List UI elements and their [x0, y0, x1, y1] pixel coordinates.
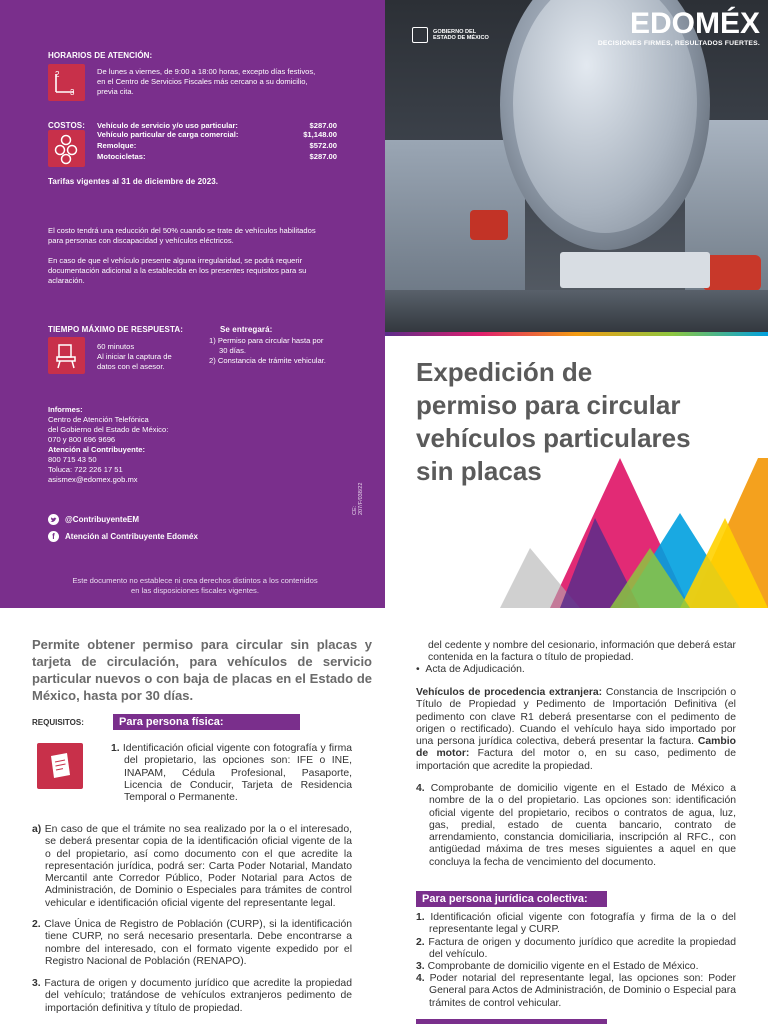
disclaimer [40, 576, 350, 596]
moral-requisito-1 [416, 912, 736, 937]
requisito-a [32, 824, 352, 910]
cost-row [97, 152, 337, 161]
title-line: permiso para circular [416, 390, 681, 420]
gobierno-line: ESTADO DE MÉXICO [433, 35, 489, 41]
note-line: para personas con discapacidad y vehículos eléctricos. [48, 236, 234, 245]
item-text: Clave Única de Registro de Población (CURP), si la identificación tiene CURP, no será necesario presentarla. Debe encontrarse a nombre del interesado, con el formato vigente expedido por el Registro Nacional de Población (RENAPO). [44, 919, 353, 967]
tarifas-note: Tarifas vigentes al 31 de diciembre de 2023. [48, 177, 219, 186]
cost-price: $287.00 [309, 152, 337, 161]
reduccion-note [48, 226, 368, 246]
horarios-line: en el Centro de Servicios Fiscales más cercano a su domicilio, [97, 77, 308, 86]
color-stripe [385, 332, 768, 336]
cost-name: Remolque: [97, 141, 137, 150]
clock-number-2: 2 [55, 70, 60, 79]
item-text: Factura de origen y documento jurídico que acredite la propiedad del vehículo. [428, 937, 736, 961]
clock-number-3: 3 [70, 88, 75, 97]
item-text: Factura del motor o, en su caso, pedimento de importación que acredite la propiedad. [416, 748, 736, 772]
item-text: Acta de Adjudicación. [425, 664, 525, 675]
informes-line: 800 715 43 50 [48, 455, 97, 464]
tiempo-line: Al iniciar la captura de [97, 352, 172, 361]
item-number: 4. [416, 783, 425, 794]
horarios-text [97, 67, 357, 97]
gobierno-logo [412, 27, 489, 43]
item-text: Comprobante de domicilio vigente en el Estado de México. [427, 961, 699, 972]
requisito-4 [416, 783, 736, 869]
photo-tail-light [470, 210, 508, 240]
title-line: Expedición de [416, 357, 593, 387]
item-number: a) [32, 824, 42, 835]
item-text: En caso de que el trámite no sea realizado por la o el interesado, se deberá presentar copia de la identificación oficial vigente de la o del propietario, así como documento con el que acredite la representación jurídica, podrá ser: Carta Poder Notarial, Mandato Mercantil ante Corredor Público, Poder Notarial para Actos de Administración, de Dominio o Especiales para trámites de control vehicular e identificación oficial vigente del representante legal. [44, 824, 353, 909]
persona-fisica-header: Para persona física: [113, 714, 300, 730]
entrega-line: 30 días. [219, 346, 247, 355]
note-line: En caso de que el vehículo presente alguna irregularidad, se podrá requerir [48, 256, 303, 265]
photo-tail-light [703, 255, 761, 291]
clock-icon [48, 64, 85, 101]
coins-icon [48, 130, 85, 167]
item-number: 4. [416, 973, 425, 984]
info-panel [0, 0, 385, 608]
email-link[interactable]: asismex@edomex.gob.mx [48, 475, 138, 484]
disclaimer-line: en las disposiciones fiscales vigentes. [131, 586, 259, 595]
facebook-icon: f [48, 531, 59, 542]
costos-label: COSTOS: [48, 121, 86, 130]
entrega-list [209, 336, 359, 366]
atencion-label: Atención al Contribuyente: [48, 445, 146, 454]
procedencia-extranjera [416, 687, 736, 773]
item-text: Constancia de Inscripción o Título de Propiedad y Pedimento de Importación Definitiva (el pedimento con clave R1 deberá presentarse con el pedimento de origen o rectificado). Cuando el vehículo haya sido importado por una persona jurídica colectiva, deberá presentar la factura. [416, 687, 736, 748]
item-text: Identificación oficial vigente con fotografía y firma del propietario, las opciones son: IFE o INE, INAPAM, Cédula Profesional, Pasaporte, Licencia de Conducir, Tarjeta de Residencia Temporal o Permanente. [122, 743, 353, 804]
cost-row [97, 121, 337, 130]
tiempo-text [97, 342, 197, 372]
horarios-line: De lunes a viernes, de 9:00 a 18:00 horas, excepto días festivos, [97, 67, 316, 76]
next-section-header [416, 1019, 607, 1024]
document-code: CE: 207/F/038/22 [352, 482, 364, 515]
item-text: Identificación oficial vigente con fotografía y firma de la o del representante legal y CURP. [429, 912, 736, 936]
tiempo-label: TIEMPO MÁXIMO DE RESPUESTA: [48, 325, 184, 334]
informes-label: Informes: [48, 405, 83, 414]
requisito-3 [32, 978, 352, 1015]
chair-icon [48, 337, 85, 374]
informes-line: 070 y 800 696 9696 [48, 435, 116, 444]
tiempo-line: 60 minutos [97, 342, 135, 351]
moral-requisito-2 [416, 937, 736, 962]
decorative-triangles [500, 458, 768, 608]
note-line: El costo tendrá una reducción del 50% cuando se trate de vehículos habilitados [48, 226, 316, 235]
facebook-page: Atención al Contribuyente Edoméx [65, 532, 198, 541]
informes-line: Centro de Atención Telefónica [48, 415, 149, 424]
gobierno-line: GOBIERNO DEL [433, 28, 477, 35]
cost-name: Vehículo de servicio y/o uso particular: [97, 121, 238, 130]
informes-block [48, 405, 288, 485]
item-number: 2. [416, 937, 425, 948]
cost-price: $1,148.00 [303, 130, 337, 139]
photo-bumper [385, 290, 768, 336]
facebook-link[interactable] [48, 531, 198, 542]
bullet-mark: • [416, 664, 420, 675]
motor-label: Cambio de motor: [416, 736, 736, 760]
edomex-tagline: DECISIONES FIRMES, RESULTADOS FUERTES. [597, 40, 760, 47]
requisito-3-continued: del cedente y nombre del cesionario, información que deberá estar contenida en la factura o título de propiedad. [428, 640, 736, 664]
title-line: sin placas [416, 456, 542, 486]
persona-juridica-header: Para persona jurídica colectiva: [416, 891, 607, 907]
item-text: Poder notarial del representante legal, las opciones son: Poder General para Actos de Administración, de Dominio o Especial para trámites de control vehicular. [429, 973, 736, 1009]
item-number: 1. [416, 912, 425, 923]
horarios-line: previa cita. [97, 87, 134, 96]
note-line: aclaración. [48, 276, 85, 285]
disclaimer-line: Este documento no establece ni crea derechos distintos a los contenidos [72, 576, 318, 585]
note-line: documentación adicional a la establecida en los presentes requisitos para su [48, 266, 307, 275]
bullet-adjudicacion [416, 664, 736, 676]
edomex-wordmark: EDOMÉX [629, 7, 760, 40]
extranjera-label: Vehículos de procedencia extranjera: [416, 687, 603, 698]
cost-name: Vehículo particular de carga comercial: [97, 130, 239, 139]
moral-requisito-3 [416, 961, 736, 973]
requisito-1 [111, 743, 352, 804]
item-number: 3. [32, 978, 41, 989]
cost-row [97, 130, 337, 139]
horarios-label: HORARIOS DE ATENCIÓN: [48, 51, 153, 60]
seal-icon [412, 27, 428, 43]
item-text: Comprobante de domicilio vigente en el Estado de México a nombre de la o del propietario. Las opciones son: identificación oficial vigente del propietario, recibos o contratos de agua, luz, gas, predial, estado de cuenta bancario, contrato de arrendamiento, constancia domiciliaria, inscripción al RFC., con antigüedad máxima de tres meses siguientes a aquel en que concluya la fecha de vencimiento del documento. [429, 783, 737, 868]
lead-paragraph: Permite obtener permiso para circular sin placas y tarjeta de circulación, para vehículos de servicio particular nuevos o con baja de placas en el Estado de México, hasta por 30 días. [32, 637, 372, 703]
cost-name: Motocicletas: [97, 152, 146, 161]
gobierno-text [433, 29, 489, 42]
document-icon [37, 743, 83, 789]
requisitos-label: REQUISITOS: [32, 718, 84, 727]
tiempo-line: datos con el asesor. [97, 362, 165, 371]
entrega-line: 2) Constancia de trámite vehicular. [209, 356, 326, 365]
twitter-handle: @ContribuyenteEM [65, 515, 140, 524]
cost-row [97, 141, 337, 150]
photo-plate-area [560, 252, 710, 288]
item-number: 1. [111, 743, 120, 754]
informes-line: Toluca: 722 226 17 51 [48, 465, 123, 474]
title-line: vehículos particulares [416, 423, 691, 453]
item-number: 3. [416, 961, 425, 972]
irregularidad-note [48, 256, 368, 286]
cost-price: $572.00 [309, 141, 337, 150]
vehicle-photo [385, 0, 768, 336]
requisito-2 [32, 919, 352, 968]
item-number: 2. [32, 919, 41, 930]
twitter-link[interactable] [48, 514, 139, 525]
edomex-logo [588, 8, 760, 47]
twitter-icon [48, 514, 59, 525]
entrega-label: Se entregará: [220, 325, 273, 334]
moral-requisito-4 [416, 973, 736, 1010]
informes-line: del Gobierno del Estado de México: [48, 425, 169, 434]
cost-price: $287.00 [309, 121, 337, 130]
item-text: Factura de origen y documento jurídico que acredite la propiedad del vehículo; tratándose de vehículos extranjeros pedimento de importación definitiva y título de propiedad. [44, 978, 352, 1014]
entrega-line: 1) Permiso para circular hasta por [209, 336, 324, 345]
